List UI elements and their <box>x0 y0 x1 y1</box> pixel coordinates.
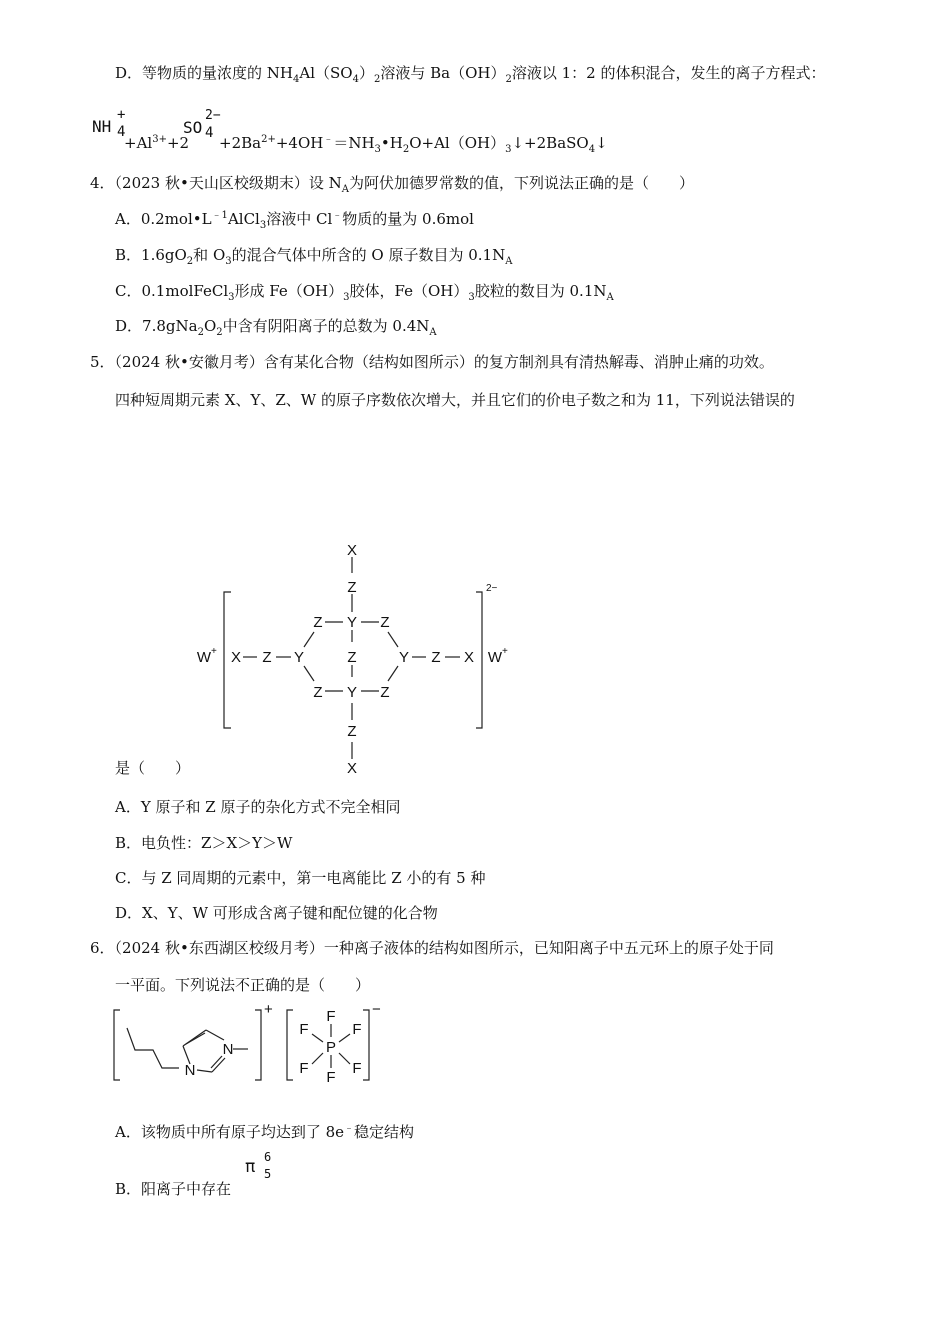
q5-option-d: D．X、Y、W 可形成含离子键和配位键的化合物 <box>115 904 438 922</box>
pi-electron-count: 6 <box>264 1150 272 1164</box>
atom-z-bl: Z <box>313 684 323 701</box>
cation-w-right-charge: + <box>502 646 508 657</box>
q6-stem-line1: 6．（2024 秋•东西湖区校级月考）一种离子液体的结构如图所示，已知阳离子中五元环上的原子处于同 <box>90 939 774 957</box>
q5-stem-line3: 是（ ） <box>115 759 191 777</box>
pi-symbol: π <box>245 1157 256 1177</box>
atom-z-right: Z <box>431 649 441 666</box>
eq-al-term: $+Al^{3+}+2$ <box>124 134 190 152</box>
atom-x-bottom: X <box>346 760 358 777</box>
q4-stem: 4．（2023 秋•天山区校级期末）设 $N_A$为阿伏加德罗常数的值，下列说法正确的是（ ） <box>90 174 694 195</box>
q4-option-c: C．0.1molFeCl$_3$形成 $Fe(OH)_3$胶体，$Fe(OH)_3$胶粒的数目为 $0.1N_A$ <box>115 282 614 303</box>
atom-f-bottom: F <box>326 1069 336 1086</box>
atom-x-left: X <box>230 649 242 666</box>
atom-z-tl: Z <box>313 614 323 631</box>
atom-f-ll: F <box>299 1060 309 1077</box>
atom-x-right: X <box>463 649 475 666</box>
eq-nh4-charge: + <box>117 107 126 123</box>
eq-rest: $+2Ba^{2+}+4OH^﹣=NH_3•H_2O+Al(OH)_3↓+2BaSO_4↓$ <box>219 134 608 155</box>
eq-nh4-formula: NH <box>92 117 112 136</box>
atom-y-left: Y <box>293 649 305 666</box>
atom-f-ur: F <box>352 1021 362 1038</box>
atom-f-lr: F <box>352 1060 362 1077</box>
eq-so4-sub: 4 <box>205 125 214 141</box>
eq-so4-charge: 2− <box>205 108 221 123</box>
atom-z-left: Z <box>262 649 272 666</box>
atom-f-ul: F <box>299 1021 309 1038</box>
atom-z-center: Z <box>347 649 357 666</box>
atom-z-tr: Z <box>380 614 390 631</box>
atom-f-top: F <box>326 1008 336 1025</box>
q6-ionic-liquid-structure <box>105 1000 395 1092</box>
atom-y-top: Y <box>346 614 358 631</box>
q5-stem-line2: 四种短周期元素 X、Y、Z、W 的原子序数依次增大，并且它们的价电子数之和为 11，下列说法错误的 <box>115 391 795 409</box>
atom-z-bottom: Z <box>347 723 357 740</box>
q4-option-b: B．$1.6gO_2$和 $O_3$的混合气体中所含的 O 原子数目为 $0.1N_A$ <box>115 246 513 267</box>
eq-so4-formula: SO <box>183 118 203 137</box>
atom-n-1: N <box>184 1062 196 1079</box>
q5-option-c: C．与 Z 同周期的元素中，第一电离能比 Z 小的有 5 种 <box>115 869 486 887</box>
eq-nh4-sub: 4 <box>117 124 126 140</box>
atom-z-top: Z <box>347 579 357 596</box>
atom-x-top: X <box>346 542 358 559</box>
q3-option-d: D．等物质的量浓度的 $NH_4Al(SO_4)_2$溶液与 $Ba(OH)_2$溶液以 1：2 的体积混合，发生的离子方程式： <box>115 64 826 85</box>
q6-option-a: A．该物质中所有原子均达到了 8e﹣稳定结构 <box>115 1123 415 1141</box>
q6-stem-line2: 一平面。下列说法不正确的是（ ） <box>115 976 371 994</box>
cation-w-left: W <box>196 649 212 666</box>
atom-n-3: N <box>222 1041 234 1058</box>
anion-charge: − <box>372 1001 381 1018</box>
atom-y-right: Y <box>398 649 410 666</box>
q5-stem-line1: 5．（2024 秋•安徽月考）含有某化合物（结构如图所示）的复方制剂具有清热解毒、消肿止痛的功效。 <box>90 353 774 371</box>
q5-option-a: A．Y 原子和 Z 原子的杂化方式不完全相同 <box>115 798 401 816</box>
atom-p: P <box>325 1039 337 1056</box>
cation-charge: + <box>264 1001 273 1018</box>
pi-center-count: 5 <box>264 1167 272 1181</box>
cation-w-right: W <box>487 649 503 666</box>
q4-option-a: A．$0.2mol•L^{﹣1}AlCl_3$溶液中 Cl﹣物质的量为 0.6mol <box>115 210 474 231</box>
atom-z-br: Z <box>380 684 390 701</box>
atom-y-bottom: Y <box>346 684 358 701</box>
q4-option-d: D．$7.8gNa_2O_2$中含有阴阳离子的总数为 $0.4N_A$ <box>115 317 437 338</box>
q5-option-b: B．电负性：Z＞X＞Y＞W <box>115 834 293 852</box>
cation-w-left-charge: + <box>211 646 217 657</box>
q6-option-b: B．阳离子中存在 <box>115 1180 232 1198</box>
anion-charge: 2− <box>486 583 498 594</box>
q5-structure-diagram <box>190 535 520 785</box>
